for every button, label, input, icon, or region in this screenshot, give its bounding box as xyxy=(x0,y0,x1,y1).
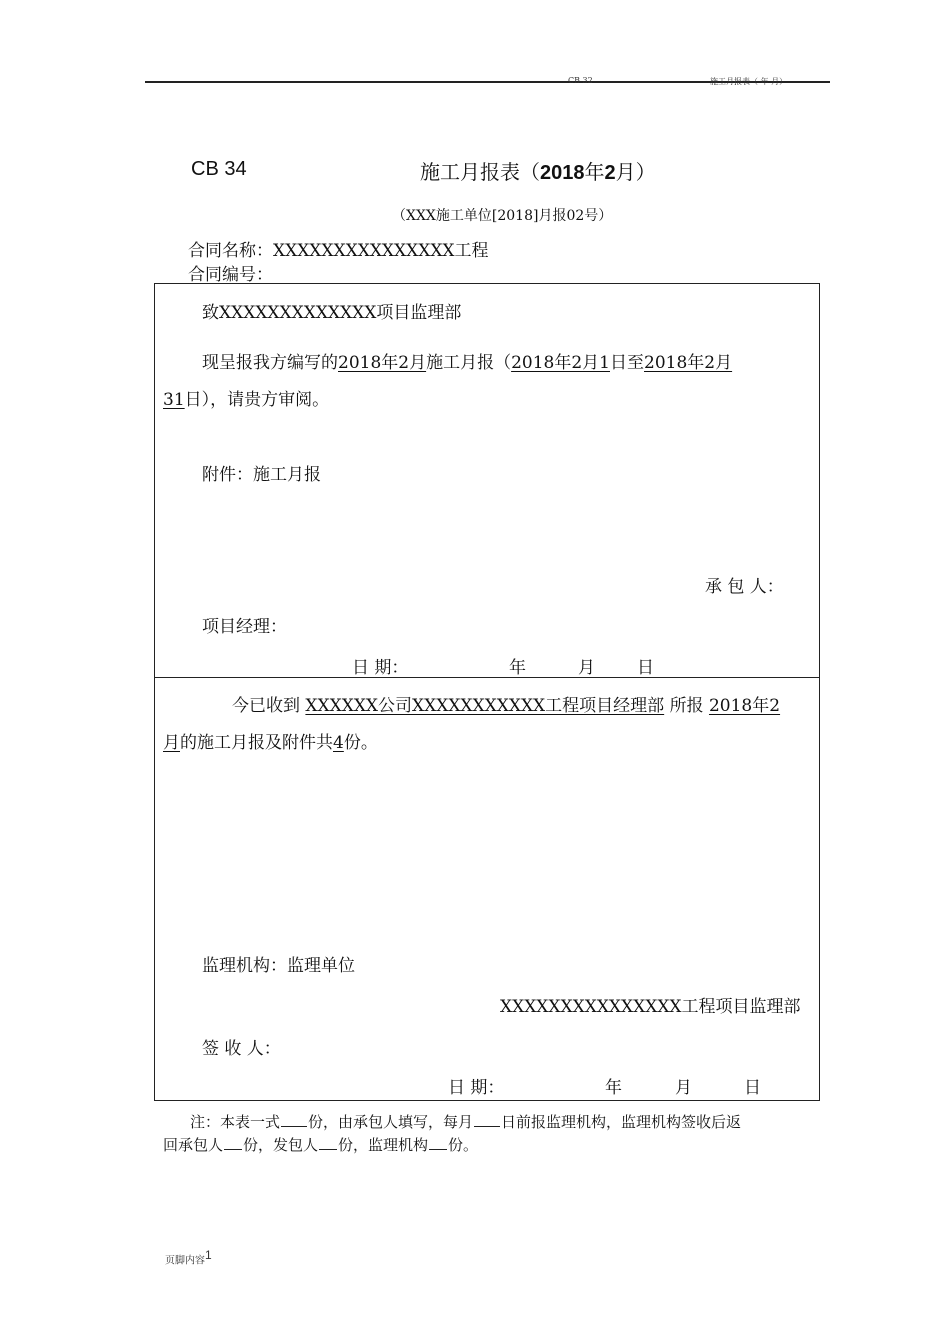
submission-line-2: 31日），请贵方审阅。 xyxy=(163,390,330,410)
footer: 页脚内容$^1$ xyxy=(165,1248,212,1267)
contractor-label: 承 包 人： xyxy=(705,577,784,597)
page-number: 1 xyxy=(205,1248,212,1262)
page-title: 施工月报表（2018年2月） xyxy=(420,160,656,184)
receipt-date-day: 日 xyxy=(744,1078,761,1098)
receiver-label: 签 收 人： xyxy=(202,1039,281,1059)
note-line-1: 注：本表一式 份，由承包人填写，每月 日前报监理机构，监理机构签收后返 xyxy=(190,1113,742,1131)
subtitle: （XXX施工单位[2018]月报02号） xyxy=(392,208,613,224)
contract-name: 合同名称：XXXXXXXXXXXXXXX工程 xyxy=(188,241,489,261)
note-line-2: 回承包人 份，发包人 份，监理机构 份。 xyxy=(163,1136,479,1154)
receipt-line-2: 月的施工月报及附件共4份。 xyxy=(163,733,378,753)
date-month: 月 xyxy=(578,658,595,678)
contract-number: 合同编号： xyxy=(188,265,273,285)
attachment: 附件：施工月报 xyxy=(202,465,321,485)
project-manager-label: 项目经理： xyxy=(202,617,287,637)
date-year: 年 xyxy=(509,658,526,678)
header-title: 施工月报表（ 年 月） xyxy=(710,77,788,86)
date-label: 日 期： xyxy=(352,658,409,678)
form-code: CB 34 xyxy=(191,158,247,180)
receipt-date-year: 年 xyxy=(605,1078,622,1098)
addressee: 致XXXXXXXXXXXXX项目监理部 xyxy=(202,303,462,323)
date-day: 日 xyxy=(637,658,654,678)
header-code: CB 32 xyxy=(568,76,593,85)
supervision-dept: XXXXXXXXXXXXXXX工程项目监理部 xyxy=(500,997,801,1017)
receipt-line-1: 今已收到 XXXXXX公司XXXXXXXXXXX工程项目经理部 所报 2018年2 xyxy=(232,696,781,716)
receipt-date-label: 日 期： xyxy=(448,1078,505,1098)
submission-line-1: 现呈报我方编写的2018年2月施工月报（2018年2月1日至2018年2月 xyxy=(202,353,733,373)
supervision-org: 监理机构：监理单位 xyxy=(202,956,355,976)
receipt-date-month: 月 xyxy=(675,1078,692,1098)
